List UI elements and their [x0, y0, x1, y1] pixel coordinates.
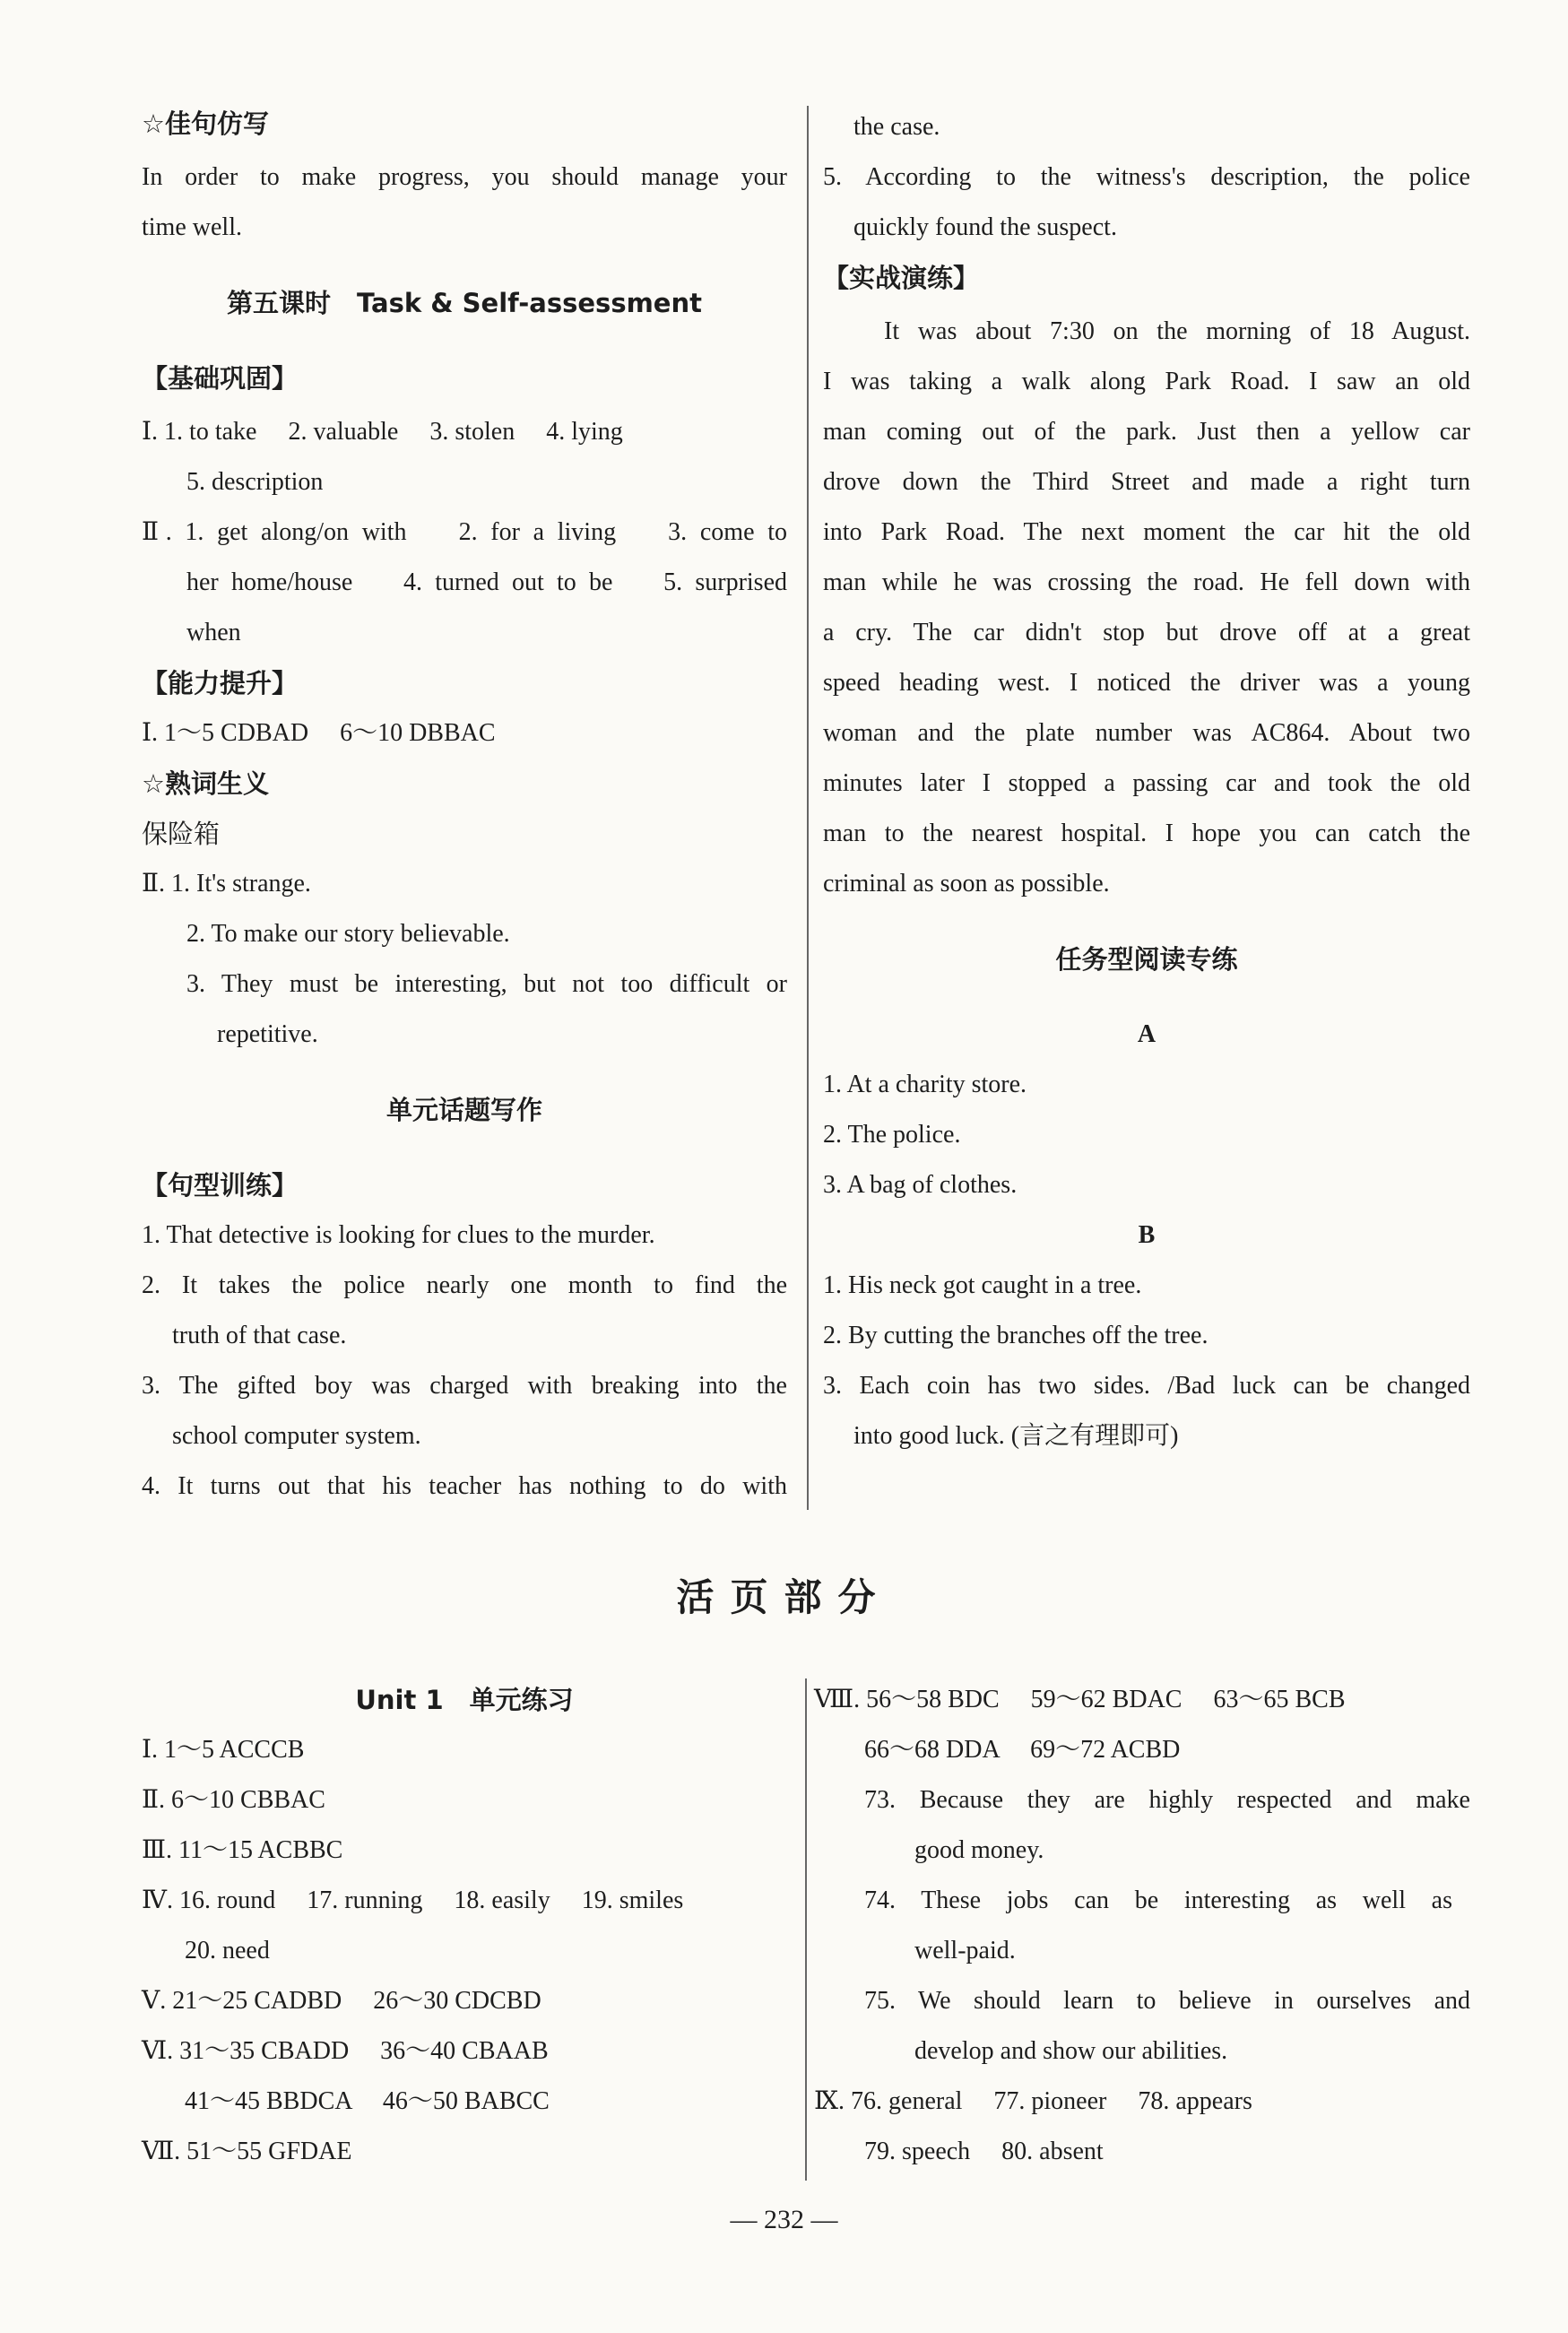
answer-line: 5. description	[186, 468, 324, 496]
lesson-title: 第五课时 Task & Self-assessment	[227, 288, 702, 318]
answer-line: 5. According to the witness's description, the police	[823, 163, 1470, 191]
answer-line: 4. It turns out that his teacher has nothing to do with	[142, 1472, 787, 1500]
heading-shuci: ☆熟词生义	[142, 768, 269, 799]
heading-nengli: 【能力提升】	[142, 668, 299, 698]
answer-line: truth of that case.	[172, 1322, 347, 1349]
answer-line: school computer system.	[172, 1422, 421, 1450]
answer-line: Ⅵ. 31～35 CBADD 36～40 CBAAB	[142, 2037, 549, 2065]
answer-line: 73. Because they are highly respected and make	[864, 1786, 1470, 1814]
answer-line: into good luck. (言之有理即可)	[853, 1422, 1179, 1450]
answer-line: 75. We should learn to believe in ourselves and	[864, 1987, 1470, 2015]
answer-line: 3. Each coin has two sides. /Bad luck can be changed	[823, 1372, 1470, 1400]
answer-line: Ⅷ. 56～58 BDC 59～62 BDAC 63～65 BCB	[814, 1686, 1346, 1713]
answer-line: Ⅱ. 6～10 CBBAC	[142, 1786, 325, 1814]
answer-line: Ⅸ. 76. general 77. pioneer 78. appears	[814, 2087, 1252, 2115]
answer-line: 79. speech 80. absent	[864, 2138, 1104, 2165]
answer-line: good money.	[914, 1836, 1044, 1864]
part-label: A	[1137, 1020, 1157, 1048]
answer-line: repetitive.	[217, 1020, 318, 1048]
unit-title: Unit 1 单元练习	[355, 1685, 574, 1715]
section-title: 单元话题写作	[386, 1095, 542, 1125]
essay-line: It was about 7:30 on the morning of 18 August.	[884, 317, 1470, 345]
section-title: 任务型阅读专练	[1055, 944, 1238, 975]
answer-line: Ⅲ. 11～15 ACBBC	[142, 1836, 343, 1864]
essay-line: man coming out of the park. Just then a yellow car	[823, 418, 1470, 446]
essay-line: drove down the Third Street and made a right turn	[823, 468, 1470, 496]
answer-line: 1. At a charity store.	[823, 1071, 1027, 1098]
answer-line: 3. A bag of clothes.	[823, 1171, 1018, 1199]
answer-line: 2. By cutting the branches off the tree.	[823, 1322, 1208, 1349]
page-number: — 232 —	[730, 2205, 838, 2234]
part-label: B	[1138, 1221, 1156, 1249]
essay-line: man while he was crossing the road. He fell down with	[823, 568, 1470, 596]
answer-line: Ⅱ. 1. It's strange.	[142, 870, 311, 898]
huoye-title: 活页部分	[676, 1575, 892, 1619]
answer-line: when	[186, 619, 241, 646]
answer-line: Ⅳ. 16. round 17. running 18. easily 19. smiles	[142, 1886, 684, 1914]
answer-line: quickly found the suspect.	[853, 213, 1117, 241]
answer-line: Ⅱ. 1. get along/on with 2. for a living 3. come to	[142, 518, 787, 546]
answer-line: Ⅰ. 1～5 ACCCB	[142, 1736, 305, 1764]
answer-line: 2. To make our story believable.	[186, 920, 510, 948]
answer-line: 2. It takes the police nearly one month to find the	[142, 1271, 787, 1299]
essay-line: speed heading west. I noticed the driver was a young	[823, 669, 1470, 697]
line: time well.	[142, 213, 242, 241]
answer-line: 1. His neck got caught in a tree.	[823, 1271, 1142, 1299]
essay-line: I was taking a walk along Park Road. I saw an old	[823, 368, 1470, 395]
column-divider	[807, 106, 809, 1510]
essay-line: criminal as soon as possible.	[823, 870, 1110, 898]
answer-line: 保险箱	[142, 819, 221, 849]
heading-jichu: 【基础巩固】	[142, 363, 299, 394]
answer-line: the case.	[853, 113, 940, 141]
line: In order to make progress, you should manage your	[142, 163, 787, 191]
essay-line: minutes later I stopped a passing car and took the old	[823, 769, 1470, 797]
answer-line: 1. That detective is looking for clues to the murder.	[142, 1221, 655, 1249]
column-divider	[805, 1678, 807, 2181]
answer-line: 41～45 BBDCA 46～50 BABCC	[185, 2087, 550, 2115]
essay-line: a cry. The car didn't stop but drove off at a great	[823, 619, 1470, 646]
heading-shizhan: 【实战演练】	[823, 263, 980, 293]
essay-line: into Park Road. The next moment the car hit the old	[823, 518, 1470, 546]
answer-line: 3. They must be interesting, but not too difficult or	[186, 970, 787, 998]
answer-line: Ⅰ. 1. to take 2. valuable 3. stolen 4. lying	[142, 418, 623, 446]
answer-line: Ⅴ. 21～25 CADBD 26～30 CDCBD	[142, 1987, 541, 2015]
essay-line: man to the nearest hospital. I hope you can catch the	[823, 820, 1470, 847]
answer-line: 2. The police.	[823, 1121, 961, 1149]
answer-line: develop and show our abilities.	[914, 2037, 1228, 2065]
heading-jiaju: ☆佳句仿写	[142, 108, 269, 139]
essay-line: woman and the plate number was AC864. About two	[823, 719, 1470, 747]
answer-line: 66～68 DDA 69～72 ACBD	[864, 1736, 1181, 1764]
answer-line: her home/house 4. turned out to be 5. surprised	[186, 568, 787, 596]
answer-line: 20. need	[185, 1937, 270, 1964]
answer-line: well-paid.	[914, 1937, 1016, 1964]
answer-line: 74. These jobs can be interesting as well as	[864, 1886, 1452, 1914]
answer-line: 3. The gifted boy was charged with breaking into the	[142, 1372, 787, 1400]
heading-juxing: 【句型训练】	[142, 1170, 299, 1201]
answer-line: Ⅶ. 51～55 GFDAE	[142, 2138, 352, 2165]
answer-line: Ⅰ. 1～5 CDBAD 6～10 DBBAC	[142, 719, 496, 747]
